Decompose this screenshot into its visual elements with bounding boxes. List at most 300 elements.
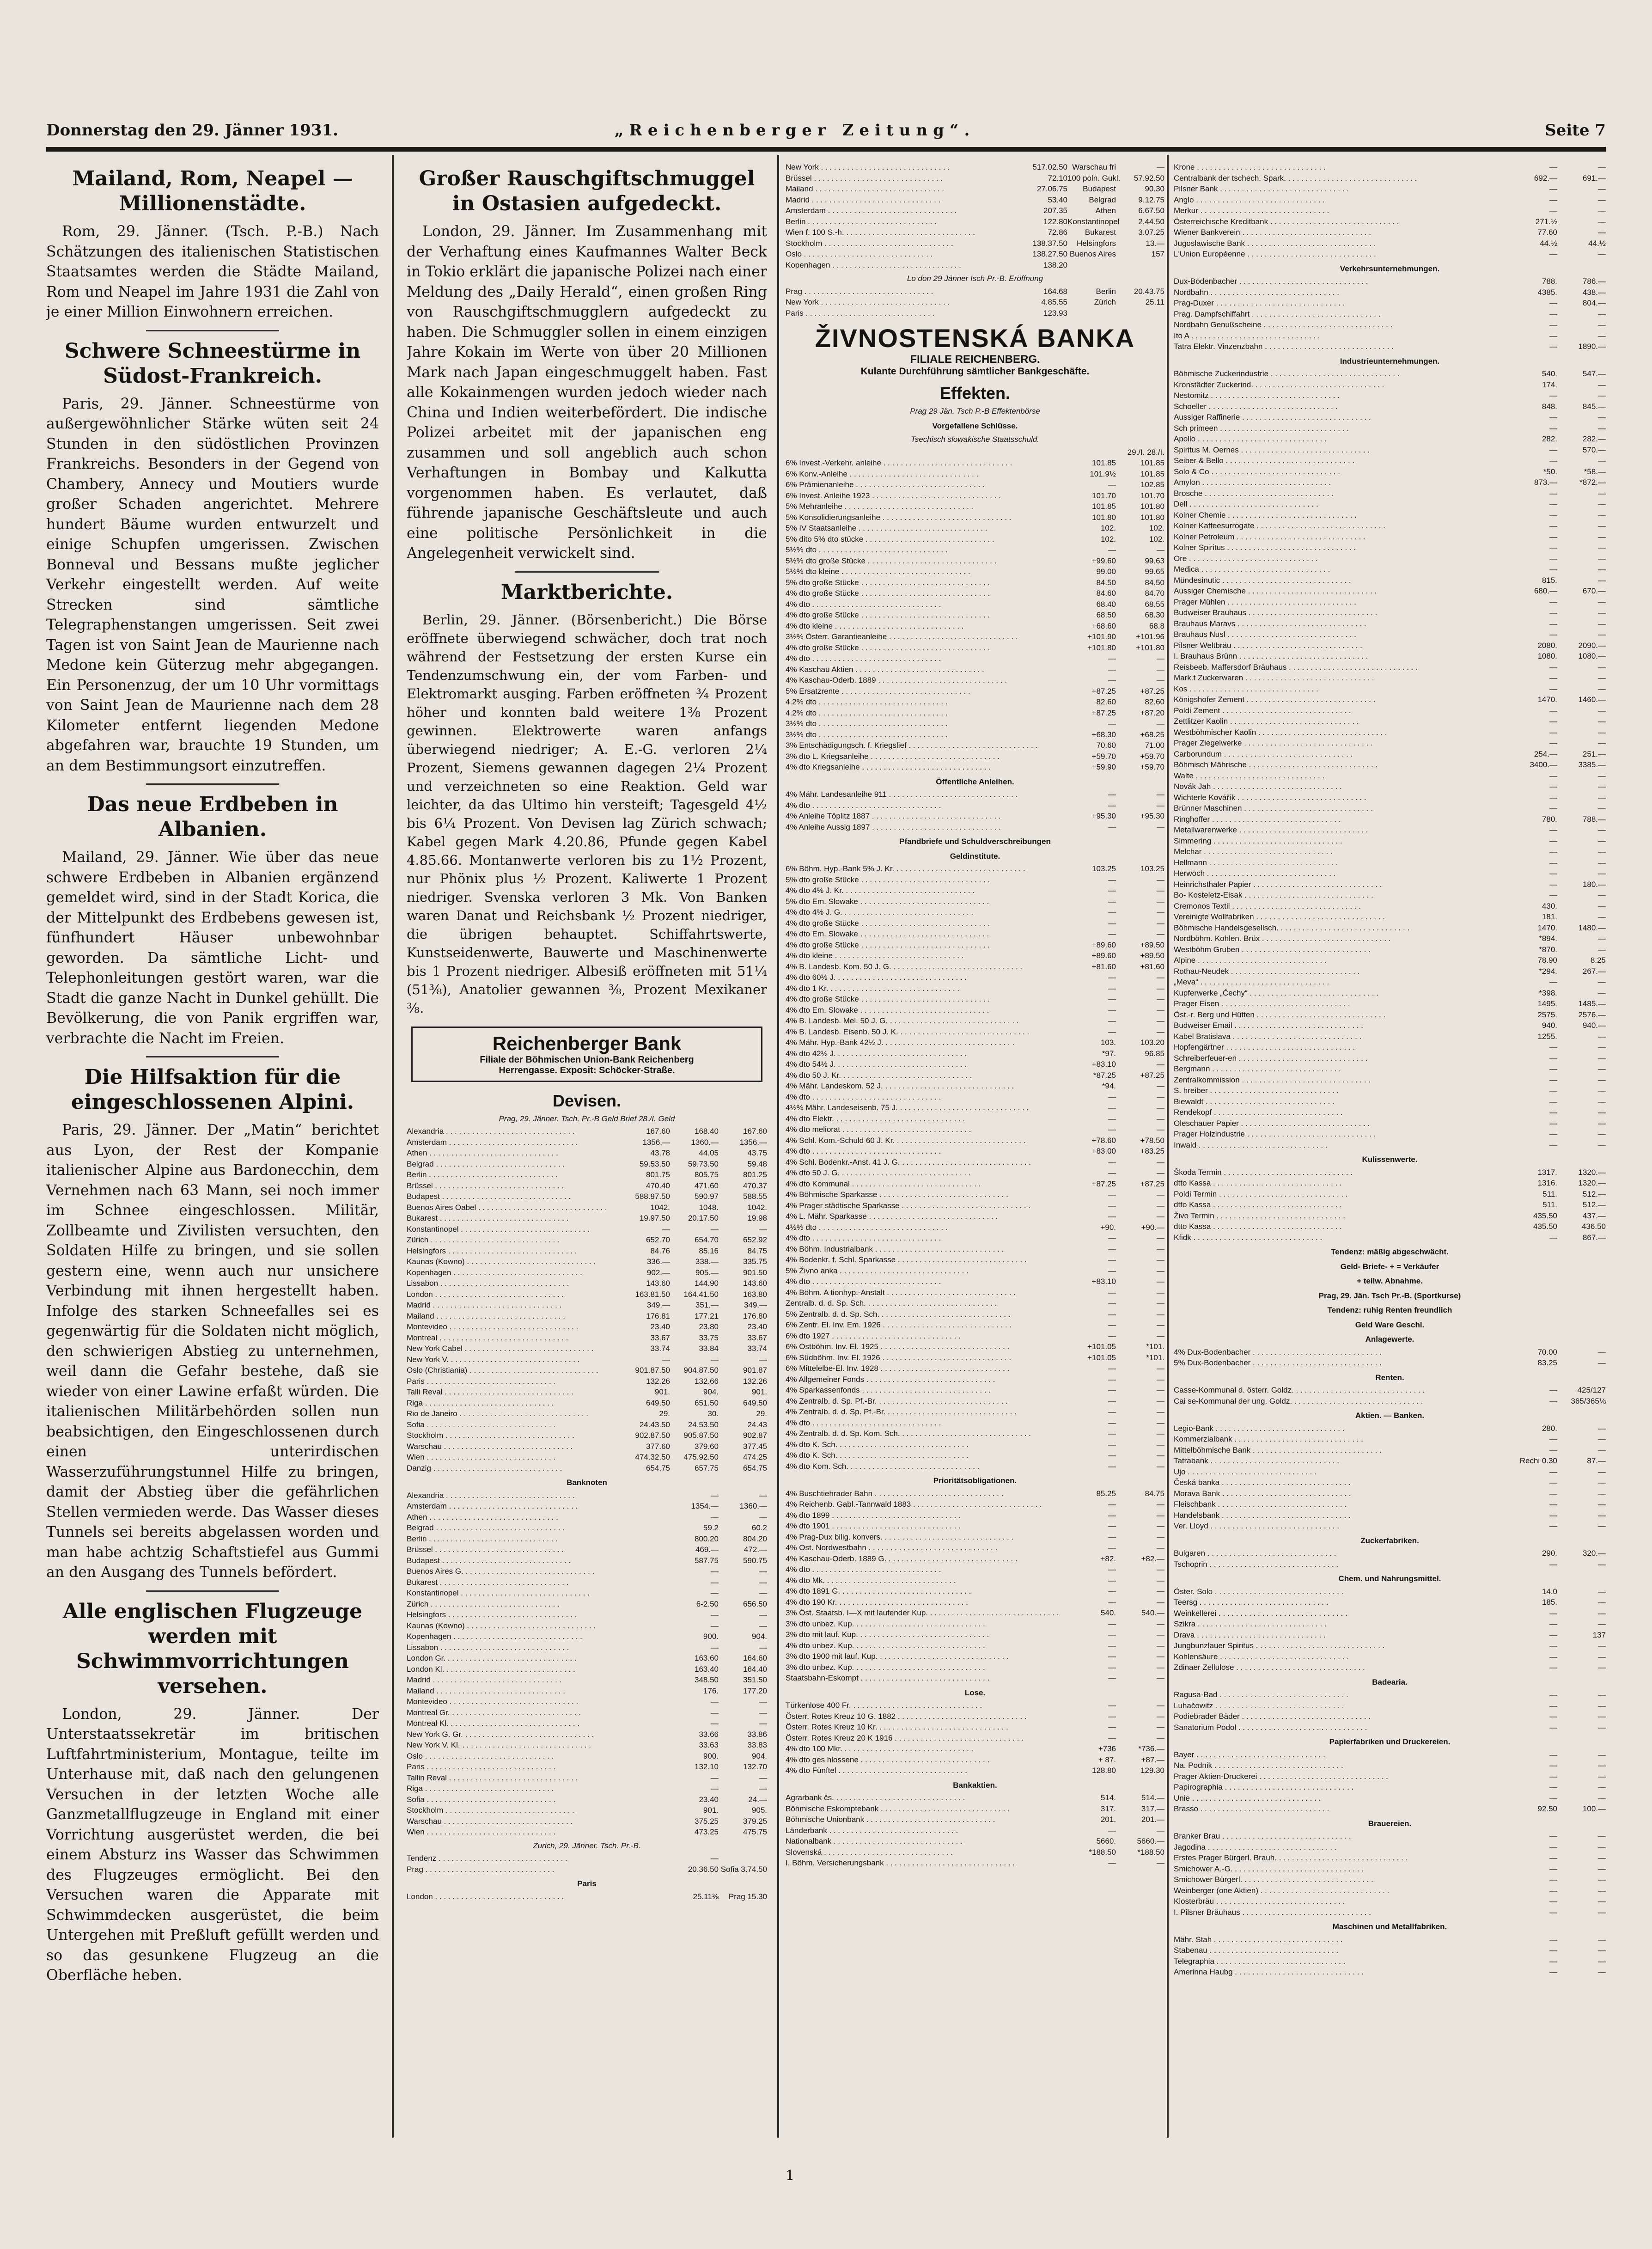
row-label: 4% Zentralb. d. d. Sp. Kom. Sch. . . . . . . . . . . . . . . . . . . . . . . . . . . . . . . [786,1429,1031,1438]
table-row [407,1490,767,1501]
row-label: 3½% dto . . . . . . . . . . . . . . . . . . . . . . . . . . . . . . [786,730,948,739]
row-value: 70.60 [1096,741,1116,750]
row-value: — [1549,1842,1557,1852]
row-value: 24.— [748,1795,767,1804]
row-value: *870. [1539,945,1557,954]
row-label: Prag, 29. Jän. Tsch Pr.-B. (Sportkurse) [1318,1291,1461,1300]
row-value: 652.92 [743,1235,767,1244]
table-row [786,950,1164,961]
row-value: — [1598,739,1606,747]
table-row [786,490,1164,501]
row-value: — [1549,1783,1557,1791]
row-value: — [1549,1043,1557,1051]
table-row [786,1200,1164,1211]
row-value: — [1108,1711,1116,1721]
row-label: 4% dto große Stücke . . . . . . . . . . . . . . . . . . . . . . . . . . . . . . [786,589,990,598]
row-value: — [1598,1935,1606,1944]
row-label: Warschau . . . . . . . . . . . . . . . . . . . . . . . . . . . . . . [407,1816,573,1826]
table-row [1174,1107,1606,1118]
row-value: — [1598,1690,1606,1699]
row-value: — [1598,1842,1606,1852]
row-value: 902.87 [743,1431,767,1440]
row-value: — [1598,1086,1606,1095]
row-value: — [1157,1103,1164,1112]
table-row [1174,575,1606,586]
row-label: Klosterbräu . . . . . . . . . . . . . . . . . . . . . . . . . . . . . . [1174,1897,1345,1906]
zurich-header: Zurich, 29. Jänner. Tsch. Pr.-B. [533,1841,641,1850]
table-row [786,1276,1164,1287]
table-row [786,1629,1164,1640]
row-value: — [1598,532,1606,541]
row-value: 436.50 [1582,1222,1606,1231]
row-value: — [1598,1946,1606,1955]
table-section-heading [1174,356,1606,367]
table-row [1174,955,1606,966]
row-value: — [1157,929,1164,938]
row-value: — [1598,1750,1606,1759]
london-header: Lo don 29 Jänner Isch Pr.-B. Eröffnung [907,274,1043,283]
row-label: Berlin . . . . . . . . . . . . . . . . . . . . . . . . . . . . . . [407,1170,558,1179]
row-label: Staatsbahn-Eskompt . . . . . . . . . . . . . . . . . . . . . . . . . . . . . . [786,1674,990,1682]
row-label: 4% dto 54½ J. . . . . . . . . . . . . . . . . . . . . . . . . . . . . . . [786,1060,967,1069]
row-label: + teilw. Abnahme. [1357,1277,1423,1285]
row-value: 470.40 [646,1181,670,1190]
row-value: 4385. [1537,287,1557,297]
table-row [407,1534,767,1545]
table-section-heading [786,1780,1164,1791]
row-label: 4% dto meliorat . . . . . . . . . . . . . . . . . . . . . . . . . . . . . . [786,1125,971,1134]
row-value: Rechi 0.30 [1519,1456,1557,1465]
row-label: Lissabon . . . . . . . . . . . . . . . . . . . . . . . . . . . . . . [407,1643,569,1652]
row-value: — [1598,858,1606,867]
row-value: — [1598,1772,1606,1781]
table-row [786,286,1164,297]
row-value: — [1157,676,1164,684]
table-row [407,1300,767,1311]
table-row [786,249,1164,260]
row-value: — [1157,719,1164,728]
row-value: 845.— [1582,402,1606,411]
table-section-heading [1174,263,1606,275]
row-label: Branker Brau . . . . . . . . . . . . . . . . . . . . . . . . . . . . . . [1174,1832,1351,1840]
row-value: 1255. [1537,1032,1557,1041]
table-row [1174,1467,1606,1478]
row-label: Morava Bank . . . . . . . . . . . . . . . . . . . . . . . . . . . . . . [1174,1489,1351,1498]
table-row [786,940,1164,951]
row-label: 4% dto 42½ J. . . . . . . . . . . . . . . . . . . . . . . . . . . . . . . [786,1049,967,1058]
row-label: Kaunas (Kowno) . . . . . . . . . . . . . . . . . . . . . . . . . . . . . . [407,1257,596,1266]
row-label: 4% Prag-Dux bilig. konvers. . . . . . . . . . . . . . . . . . . . . . . . . . . . . . . [786,1532,1014,1541]
row-value: 14.0 [1542,1587,1557,1596]
row-label: 5% Živno anka . . . . . . . . . . . . . . . . . . . . . . . . . . . . . . [786,1266,969,1275]
row-value: 144.90 [695,1279,719,1288]
row-value: — [1549,1097,1557,1106]
table-row [786,566,1164,577]
table-row [786,1586,1164,1597]
row-value: 4.85.55 [1041,298,1067,306]
table-section-heading [1174,1247,1606,1258]
row-value: 176.81 [646,1311,670,1320]
table-row [786,718,1164,729]
row-value: +82.— [1141,1554,1164,1563]
row-value: — [1108,918,1116,928]
row-value [1116,260,1164,271]
row-value: 514. [1100,1793,1116,1802]
table-row [1174,183,1606,195]
row-label: Prager Aktien-Druckerei . . . . . . . . . . . . . . . . . . . . . . . . . . . . . . [1174,1772,1388,1781]
row-value: 786.— [1582,277,1606,286]
row-label: Prager Eisen . . . . . . . . . . . . . . . . . . . . . . . . . . . . . . [1174,999,1350,1008]
row-value: 43.78 [650,1149,670,1157]
row-label: Brüssel . . . . . . . . . . . . . . . . . . . . . . . . . . . . . . [407,1545,564,1554]
row-value: — [1598,195,1606,204]
row-value: — [1157,1277,1164,1286]
header-rule [46,147,1606,152]
row-value: *872.— [1579,478,1606,487]
row-value: +89.50 [1140,940,1164,949]
table-row [786,577,1164,588]
row-value: 435.50 [1533,1222,1557,1231]
row-label: Lissabon . . . . . . . . . . . . . . . . . . . . . . . . . . . . . . [407,1279,569,1288]
table-row [407,1321,767,1332]
table-section-heading [1174,1736,1606,1748]
row-label: Papierfabriken und Druckereien. [1329,1737,1451,1746]
row-label: Oslo (Christiania) . . . . . . . . . . . . . . . . . . . . . . . . . . . . . . [407,1366,598,1375]
zurich-table [407,1853,767,1902]
table-row [786,1499,1164,1510]
row-value: 181. [1542,912,1557,921]
row-label: Papirographia . . . . . . . . . . . . . . . . . . . . . . . . . . . . . . [1174,1783,1354,1791]
row-value: 471.60 [695,1181,719,1190]
row-value: 474.32.50 [635,1453,670,1461]
row-value: — [1549,1522,1557,1530]
table-row [1174,911,1606,923]
table-row [786,195,1164,206]
row-value: 92.50 [1537,1804,1557,1813]
row-value: 904.87.50 [683,1366,719,1375]
table-row [1174,319,1606,330]
table-row [786,610,1164,621]
table-row [786,918,1164,929]
row-label: Geld- Briefe- + = Verkäufer [1340,1262,1439,1271]
row-label: Melchar . . . . . . . . . . . . . . . . . . . . . . . . . . . . . . [1174,847,1333,856]
row-value: — [1598,1620,1606,1628]
row-value: +59.70 [1140,763,1164,771]
row-label: Kolner Spiritus . . . . . . . . . . . . . . . . . . . . . . . . . . . . . . [1174,543,1356,552]
row-label: Cremonos Textil . . . . . . . . . . . . . . . . . . . . . . . . . . . . . . [1174,901,1361,911]
row-value: 57.92.50 [1134,173,1164,183]
row-value: 656.50 [743,1599,767,1608]
row-label: 6% Invest.-Verkehr. anleihe . . . . . . . . . . . . . . . . . . . . . . . . . . . . . . [786,458,1012,467]
row-label: 4% Sparkassenfonds . . . . . . . . . . . . . . . . . . . . . . . . . . . . . . [786,1386,991,1394]
row-value: *188.50 [1089,1847,1116,1857]
row-value: — [1157,973,1164,982]
row-label: Ringhoffer . . . . . . . . . . . . . . . . . . . . . . . . . . . . . . [1174,814,1341,824]
row-label: Paris . . . . . . . . . . . . . . . . . . . . . . . . . . . . . . [407,1376,556,1386]
row-value: +101.05 [1087,1342,1116,1351]
row-value: 23.40 [699,1795,719,1804]
banknoten-table [407,1490,767,1838]
row-value: — [1598,1435,1606,1443]
table-row [407,1718,767,1729]
row-value: 680.— [1534,587,1557,595]
row-value: — [1108,1522,1116,1530]
row-label: Buenos Aires G. . . . . . . . . . . . . . . . . . . . . . . . . . . . . . . [407,1567,595,1576]
row-value: 438.— [1582,287,1606,297]
table-row [1174,1434,1606,1445]
row-label: Dell . . . . . . . . . . . . . . . . . . . . . . . . . . . . . . [1174,500,1318,508]
row-label: Böhmisch Mährische . . . . . . . . . . . . . . . . . . . . . . . . . . . . . . [1174,760,1378,769]
row-label: Prag . . . . . . . . . . . . . . . . . . . . . . . . . . . . . . [786,287,933,296]
row-value: *294. [1539,966,1557,976]
row-label: 4% dto Mk. . . . . . . . . . . . . . . . . . . . . . . . . . . . . . . [786,1576,956,1585]
row-value: 33.86 [747,1730,767,1739]
row-label: Mähr. Stah . . . . . . . . . . . . . . . . . . . . . . . . . . . . . . [1174,1935,1343,1944]
row-label: Buenos Aires Oabel . . . . . . . . . . . . . . . . . . . . . . . . . . . . . . [407,1203,607,1212]
row-label: Stockholm . . . . . . . . . . . . . . . . . . . . . . . . . . . . . . [407,1431,574,1440]
column-rule [777,155,779,2138]
row-value: 801.25 [743,1170,767,1179]
row-label: Alexandria . . . . . . . . . . . . . . . . . . . . . . . . . . . . . . [407,1127,575,1136]
row-value: 349.— [744,1301,767,1309]
row-value: — [1598,1043,1606,1051]
row-value: — [1108,1288,1116,1297]
row-value: — [1157,1543,1164,1552]
row-label: Mailand . . . . . . . . . . . . . . . . . . . . . . . . . . . . . . [786,184,944,193]
table-row [1174,640,1606,651]
row-value: Athen [1095,206,1116,215]
row-label: Vereinigte Wollfabriken . . . . . . . . . . . . . . . . . . . . . . . . . . . . . . [1174,912,1385,921]
column-4 [1174,162,1606,2158]
row-value: — [1157,1418,1164,1427]
row-value: — [711,1854,719,1863]
row-label: 3% dto L. Kriegsanleihe . . . . . . . . . . . . . . . . . . . . . . . . . . . . . . [786,752,1000,761]
row-label: 4% dto 1901 . . . . . . . . . . . . . . . . . . . . . . . . . . . . . . [786,1522,961,1530]
header-date: Donnerstag den 29. Jänner 1931. [46,121,338,140]
row-value: — [1549,1140,1557,1149]
row-value: — [711,1643,719,1652]
table-row [1174,1548,1606,1559]
row-value: 1485.— [1578,999,1606,1008]
row-value: *188.50 [1137,1847,1164,1857]
row-value: 348.50 [695,1675,719,1684]
table-row [1174,1597,1606,1608]
row-value: +87.25 [1140,1070,1164,1080]
row-value: — [1598,1140,1606,1149]
row-value: *58.— [1584,467,1606,476]
row-label: Tendenz: ruhig Renten freundlich [1327,1306,1452,1314]
row-value: 84.60 [1096,589,1116,598]
row-value: 132.66 [695,1376,719,1386]
table-row [1174,629,1606,640]
row-value: — [1157,1364,1164,1373]
row-label: 4% Mähr. Landeskom. 52 J. . . . . . . . . . . . . . . . . . . . . . . . . . . . . . . [786,1082,1014,1090]
row-label: 4% dto Fünftel . . . . . . . . . . . . . . . . . . . . . . . . . . . . . . [786,1766,968,1775]
table-row [786,1510,1164,1521]
table-row [407,1311,767,1322]
table-row [1174,227,1606,238]
row-value: +101.90 [1087,632,1116,641]
row-value: — [711,1708,719,1717]
table-row [786,1244,1164,1255]
table-row [786,907,1164,918]
row-value: — [1598,320,1606,329]
row-value: — [1549,1620,1557,1628]
row-value: — [1549,793,1557,802]
row-value: — [1598,836,1606,845]
row-value: Warschau fri [1072,163,1116,171]
row-value: — [1108,480,1116,489]
row-value: 157 [1151,250,1164,258]
table-row [786,1651,1164,1662]
page-header [46,121,1606,141]
table-row [407,1588,767,1599]
row-value: — [1157,1092,1164,1101]
row-label: Na. Podnik . . . . . . . . . . . . . . . . . . . . . . . . . . . . . . [1174,1761,1343,1770]
row-value: — [1598,1075,1606,1084]
row-value: — [1108,1027,1116,1036]
row-value: — [1157,1461,1164,1471]
row-value: 1042. [747,1203,767,1212]
table-row [786,874,1164,886]
row-value: — [1549,1864,1557,1873]
row-value: — [1598,380,1606,389]
row-value: — [1108,1407,1116,1416]
table-row [786,929,1164,940]
row-label: Prioritätsobligationen. [933,1476,1017,1485]
row-value: — [1157,1510,1164,1520]
row-value: 848. [1542,402,1557,411]
row-label: Budapest . . . . . . . . . . . . . . . . . . . . . . . . . . . . . . [407,1556,571,1565]
row-value: — [1598,575,1606,585]
row-value: 335.75 [743,1257,767,1266]
table-row [407,1430,767,1441]
row-label: 4% Kaschau-Oderb. 1889 . . . . . . . . . . . . . . . . . . . . . . . . . . . . . . [786,676,1007,684]
row-value: — [1598,869,1606,878]
row-value: +87.25 [1140,686,1164,696]
row-value: 511. [1542,1189,1557,1198]
row-label: 5% Dux-Bodenbacher . . . . . . . . . . . . . . . . . . . . . . . . . . . . . . [1174,1358,1382,1367]
row-value: +83.10 [1091,1060,1116,1069]
row-value: — [1108,1652,1116,1661]
row-label: 4% dto . . . . . . . . . . . . . . . . . . . . . . . . . . . . . . [786,1092,941,1101]
row-value: 185. [1542,1598,1557,1607]
table-row [1174,1477,1606,1488]
row-label: Anglo . . . . . . . . . . . . . . . . . . . . . . . . . . . . . . [1174,195,1325,204]
effekten-title: Effekten. [939,384,1011,403]
row-value: 68.40 [1096,599,1116,609]
row-label: Bo- Kosteletz-Eisak . . . . . . . . . . . . . . . . . . . . . . . . . . . . . . [1174,891,1373,899]
row-label: 3% Öst. Staatsb. I—X mit laufender Kup. . . . . . . . . . . . . . . . . . . . . . . . . . . . . . . [786,1608,1059,1617]
table-row [1174,1722,1606,1733]
row-value: — [1549,1435,1557,1443]
row-label: 4% Dux-Bodenbacher . . . . . . . . . . . . . . . . . . . . . . . . . . . . . . [1174,1347,1382,1357]
row-value: +95.30 [1140,812,1164,820]
row-label: Westböhmischer Kaolin . . . . . . . . . . . . . . . . . . . . . . . . . . . . . . [1174,727,1387,737]
column-rule [392,155,394,2138]
table-row [786,183,1164,195]
table-row [1174,379,1606,391]
row-label: Danzig . . . . . . . . . . . . . . . . . . . . . . . . . . . . . . [407,1463,562,1473]
row-value: 3400.— [1530,760,1557,769]
row-value: — [1108,1619,1116,1628]
row-label: Montevideo . . . . . . . . . . . . . . . . . . . . . . . . . . . . . . [407,1697,579,1706]
row-value: — [1598,825,1606,834]
table-row [407,1577,767,1588]
row-label: Pilsner Weltbräu . . . . . . . . . . . . . . . . . . . . . . . . . . . . . . [1174,641,1362,650]
row-label: Schreiberfeuer-en . . . . . . . . . . . . . . . . . . . . . . . . . . . . . . [1174,1053,1368,1063]
table-row [786,1814,1164,1825]
row-value: — [1598,597,1606,606]
row-label: Slovenská . . . . . . . . . . . . . . . . . . . . . . . . . . . . . . [786,1847,953,1857]
table-row [1174,836,1606,847]
row-value: — [1108,1630,1116,1639]
row-label: Madrid . . . . . . . . . . . . . . . . . . . . . . . . . . . . . . [407,1301,562,1309]
row-label: 4% B. Landesb. Eisenb. 50 J. K. . . . . . . . . . . . . . . . . . . . . . . . . . . . . . . [786,1027,1030,1036]
row-value: +101.96 [1136,632,1164,641]
row-label: Stabenau . . . . . . . . . . . . . . . . . . . . . . . . . . . . . . [1174,1946,1339,1955]
row-value: — [1108,1190,1116,1199]
row-value: 437.— [1582,1211,1606,1220]
row-value: 100 poln. Gukl. [1067,173,1121,183]
table-row [1174,868,1606,879]
row-label: dtto Kassa . . . . . . . . . . . . . . . . . . . . . . . . . . . . . . [1174,1222,1342,1231]
row-value: — [1549,619,1557,628]
row-label: 4% Schl. Bodenkr.-Anst. 41 J. G. . . . . . . . . . . . . . . . . . . . . . . . . . . . . . . [786,1157,1031,1167]
table-row [1174,1189,1606,1200]
table-section-heading [1174,1334,1606,1345]
table-row [786,1743,1164,1754]
row-label: Österr. Rotes Kreuz 10 G. 1882 . . . . . . . . . . . . . . . . . . . . . . . . . . . . . . [786,1711,1027,1721]
row-label: Belgrad . . . . . . . . . . . . . . . . . . . . . . . . . . . . . . [407,1523,565,1532]
table-row [786,308,1164,319]
row-value [1116,308,1164,319]
row-label: 4% dto kleine . . . . . . . . . . . . . . . . . . . . . . . . . . . . . . [786,951,964,960]
row-label: Amerinna Haubg . . . . . . . . . . . . . . . . . . . . . . . . . . . . . . [1174,1968,1364,1976]
row-label: Berlin . . . . . . . . . . . . . . . . . . . . . . . . . . . . . . [786,217,937,226]
row-value: 96.85 [1145,1049,1164,1058]
row-label: Ragusa-Bad . . . . . . . . . . . . . . . . . . . . . . . . . . . . . . [1174,1690,1348,1699]
row-value [1067,308,1116,319]
table-row [786,1532,1164,1543]
row-label: New York . . . . . . . . . . . . . . . . . . . . . . . . . . . . . . [786,163,950,171]
row-label: Kos . . . . . . . . . . . . . . . . . . . . . . . . . . . . . . [1174,684,1318,693]
row-value: — [1549,391,1557,400]
row-value: — [1549,836,1557,845]
row-value: 33.63 [699,1741,719,1749]
row-value: 33.66 [699,1730,719,1739]
row-label: Mündesinutic . . . . . . . . . . . . . . . . . . . . . . . . . . . . . . [1174,575,1351,585]
effekten-subheader-2: Tsechisch slowakische Staatsschuld. [910,435,1040,444]
row-value: 6-2.50 [696,1599,719,1608]
row-label: Tendenz . . . . . . . . . . . . . . . . . . . . . . . . . . . . . . [407,1854,567,1863]
table-section-heading [786,836,1164,847]
row-value: — [1157,1565,1164,1574]
row-value: — [1157,1060,1164,1069]
row-label: Talli Reval . . . . . . . . . . . . . . . . . . . . . . . . . . . . . . [407,1387,573,1396]
row-label: 4½% Mähr. Landeseisenb. 75 J. . . . . . . . . . . . . . . . . . . . . . . . . . . . . . . [786,1103,1029,1112]
row-value: +90.— [1141,1222,1164,1232]
row-value: 44.½ [1588,238,1606,248]
effekten-columns: 29./I. 28./I. [1127,447,1164,457]
row-value: 280. [1542,1424,1557,1433]
row-value: — [1108,545,1116,554]
row-value: 99.63 [1145,556,1164,565]
row-value: — [759,1784,767,1793]
row-value: 99.00 [1096,567,1116,576]
row-value: — [1108,790,1116,799]
row-value: — [1549,1086,1557,1095]
